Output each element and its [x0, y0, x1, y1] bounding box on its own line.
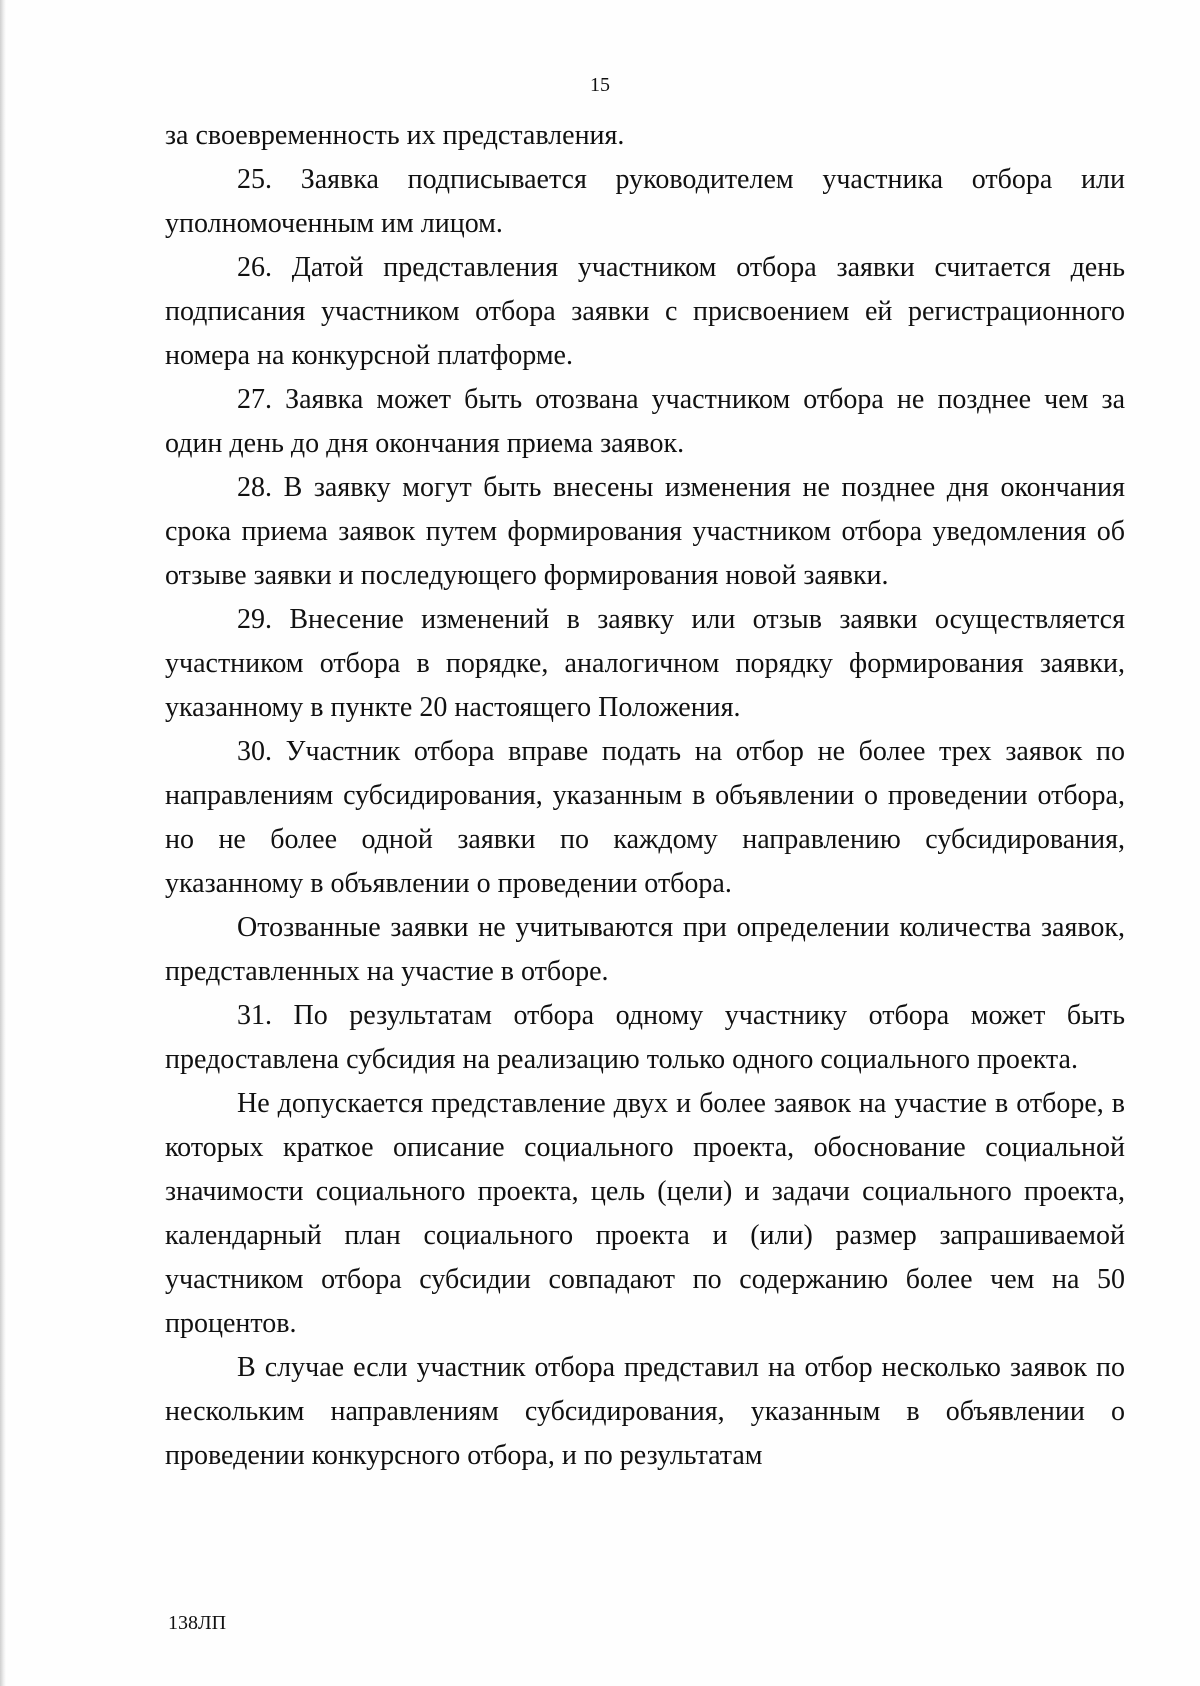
- paragraph-26: 26. Датой представления участником отбора заявки считается день подписания участником отбора заявки с присвоением ей регистрационного номера на конкурсной платформе.: [165, 252, 1125, 371]
- footer-document-code: 138ЛП: [168, 1612, 227, 1634]
- paragraph-30: 30. Участник отбора вправе подать на отбор не более трех заявок по направлениям субсидирования, указанным в объявлении о проведении отбора, но не более одной заявки по каждому направлению субсидирования, указанному в объявлении о проведении отбора.: [165, 736, 1125, 899]
- document-body: [165, 114, 1125, 1478]
- paragraph-30-note: Отозванные заявки не учитываются при определении количества заявок, представленных на участие в отборе.: [165, 912, 1125, 987]
- paragraph-31-case: В случае если участник отбора представил на отбор несколько заявок по нескольким направлениям субсидирования, указанным в объявлении о проведении конкурсного отбора, и по результатам: [165, 1352, 1125, 1471]
- paragraph-continuation: за своевременность их представления.: [165, 120, 625, 151]
- paragraph-31: 31. По результатам отбора одному участнику отбора может быть предоставлена субсидия на реализацию только одного социального проекта.: [165, 1000, 1125, 1075]
- scan-edge: [0, 0, 6, 1686]
- paragraph-27: 27. Заявка может быть отозвана участником отбора не позднее чем за один день до дня окончания приема заявок.: [165, 384, 1125, 459]
- paragraph-25: 25. Заявка подписывается руководителем участника отбора или уполномоченным им лицом.: [165, 164, 1125, 239]
- paragraph-29: 29. Внесение изменений в заявку или отзыв заявки осуществляется участником отбора в порядке, аналогичном порядку формирования заявки, указанному в пункте 20 настоящего Положения.: [165, 604, 1125, 723]
- paragraph-28: 28. В заявку могут быть внесены изменения не позднее дня окончания срока приема заявок путем формирования участником отбора уведомления об отзыве заявки и последующего формирования новой заявки.: [165, 472, 1125, 591]
- page-number: 15: [590, 74, 610, 96]
- paragraph-31-restriction: Не допускается представление двух и более заявок на участие в отборе, в которых краткое описание социального проекта, обоснование социальной значимости социального проекта, цель (цели) и задачи социального проекта, календарный план социального проекта и (или) размер запрашиваемой участником отбора субсидии совпадают по содержанию более чем на 50 процентов.: [165, 1088, 1125, 1339]
